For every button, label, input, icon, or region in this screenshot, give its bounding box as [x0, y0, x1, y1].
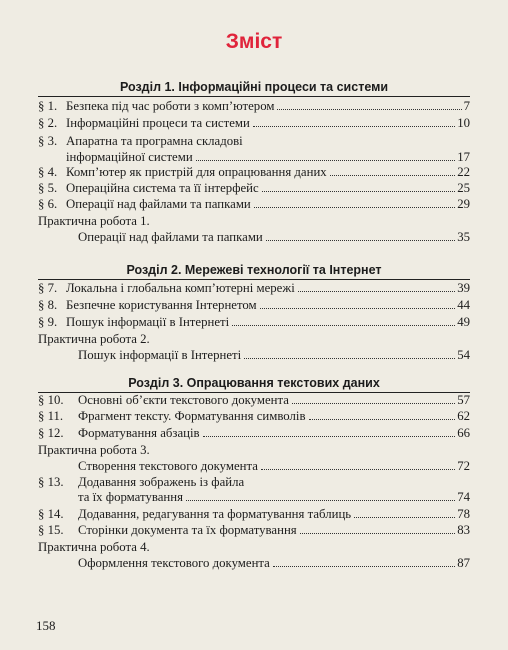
entry-page: 83: [457, 523, 470, 537]
entry-text-continued: Пошук інформації в Інтернеті: [78, 348, 242, 362]
leader-dots: [300, 533, 456, 534]
entry-page: 57: [457, 393, 470, 407]
entry-page: 78: [457, 507, 470, 521]
entry-text: Операції над файлами та папками: [66, 197, 251, 211]
entry-text: Операційна система та її інтерфейс: [66, 181, 259, 195]
entry-number: § 6.: [38, 197, 58, 211]
leader-dots: [330, 175, 456, 176]
entry-page: 44: [457, 298, 470, 312]
entry-number: § 5.: [38, 181, 58, 195]
entry-text: Основні об’єкти текстового документа: [78, 393, 289, 407]
leader-dots: [260, 308, 456, 309]
entry-page: 54: [457, 348, 470, 362]
section-heading-3: [38, 376, 470, 393]
entry-number: § 4.: [38, 165, 58, 179]
entry-text: Локальна і глобальна комп’ютерні мережі: [66, 281, 295, 295]
entry-number: § 14.: [38, 507, 64, 521]
entry-text: Інформаційні процеси та системи: [66, 116, 250, 130]
entry-text-continued: інформаційної системи: [66, 150, 193, 164]
entry-page: 39: [457, 281, 470, 295]
section-title: Розділ 1. Інформаційні процеси та системи: [119, 80, 389, 94]
entry-text: Додавання, редагування та форматування таблиць: [78, 507, 352, 521]
page-title: Зміст: [225, 30, 283, 53]
entry-text: Форматування абзаців: [78, 426, 200, 440]
leader-dots: [277, 109, 461, 110]
entry-number: § 12.: [38, 426, 64, 440]
entry-number: § 2.: [38, 116, 58, 130]
entry-text: Пошук інформації в Інтернеті: [66, 315, 230, 329]
leader-dots: [266, 240, 455, 241]
entry-page: 17: [457, 150, 470, 164]
entry-text-continued: Оформлення текстового документа: [78, 556, 270, 570]
entry-number: § 9.: [38, 315, 58, 329]
leader-dots: [298, 291, 455, 292]
entry-number: § 10.: [38, 393, 64, 407]
entry-text: Практична робота 1.: [38, 214, 150, 228]
entry-page: 35: [457, 230, 470, 244]
entry-number: § 7.: [38, 281, 58, 295]
entry-text: Безпека під час роботи з комп’ютером: [66, 99, 275, 113]
entry-number: § 3.: [38, 134, 58, 148]
section-heading-1: [38, 80, 470, 97]
leader-dots: [254, 207, 455, 208]
leader-dots: [273, 566, 455, 567]
leader-dots: [309, 419, 456, 420]
entry-page: 66: [457, 426, 470, 440]
leader-dots: [186, 500, 455, 501]
section-title: Розділ 2. Мережеві технології та Інтернет: [126, 263, 382, 277]
entry-page: 22: [457, 165, 470, 179]
entry-text: Практична робота 4.: [38, 540, 150, 554]
leader-dots: [262, 191, 455, 192]
entry-page: 62: [457, 409, 470, 423]
entry-number: § 1.: [38, 99, 58, 113]
entry-number: § 11.: [38, 409, 64, 423]
page-number: 158: [36, 618, 56, 633]
leader-dots: [354, 517, 455, 518]
entry-number: § 15.: [38, 523, 64, 537]
entry-text: Апаратна та програмна складові: [66, 134, 243, 148]
entry-text: Практична робота 2.: [38, 332, 150, 346]
entry-page: 25: [457, 181, 470, 195]
leader-dots: [292, 403, 455, 404]
entry-text: Додавання зображень із файла: [78, 475, 245, 489]
entry-number: § 13.: [38, 475, 64, 489]
entry-text-continued: Створення текстового документа: [78, 459, 258, 473]
entry-page: 7: [463, 99, 470, 113]
entry-page: 29: [457, 197, 470, 211]
leader-dots: [232, 325, 455, 326]
entry-text-continued: та їх форматування: [78, 490, 183, 504]
leader-dots: [253, 126, 455, 127]
leader-dots: [244, 358, 455, 359]
entry-text: Комп’ютер як пристрій для опрацювання даних: [66, 165, 327, 179]
entry-text: Фрагмент тексту. Форматування символів: [78, 409, 306, 423]
entry-text: Сторінки документа та їх форматування: [78, 523, 297, 537]
entry-text: Безпечне користування Інтернетом: [66, 298, 257, 312]
entry-page: 10: [457, 116, 470, 130]
leader-dots: [196, 160, 456, 161]
entry-text: Практична робота 3.: [38, 443, 150, 457]
section-title: Розділ 3. Опрацювання текстових даних: [128, 376, 380, 390]
entry-text-continued: Операції над файлами та папками: [78, 230, 263, 244]
section-heading-2: [38, 263, 470, 280]
entry-page: 74: [457, 490, 470, 504]
entry-page: 72: [457, 459, 470, 473]
entry-page: 87: [457, 556, 470, 570]
entry-number: § 8.: [38, 298, 58, 312]
leader-dots: [203, 436, 456, 437]
leader-dots: [261, 469, 455, 470]
entry-page: 49: [457, 315, 470, 329]
